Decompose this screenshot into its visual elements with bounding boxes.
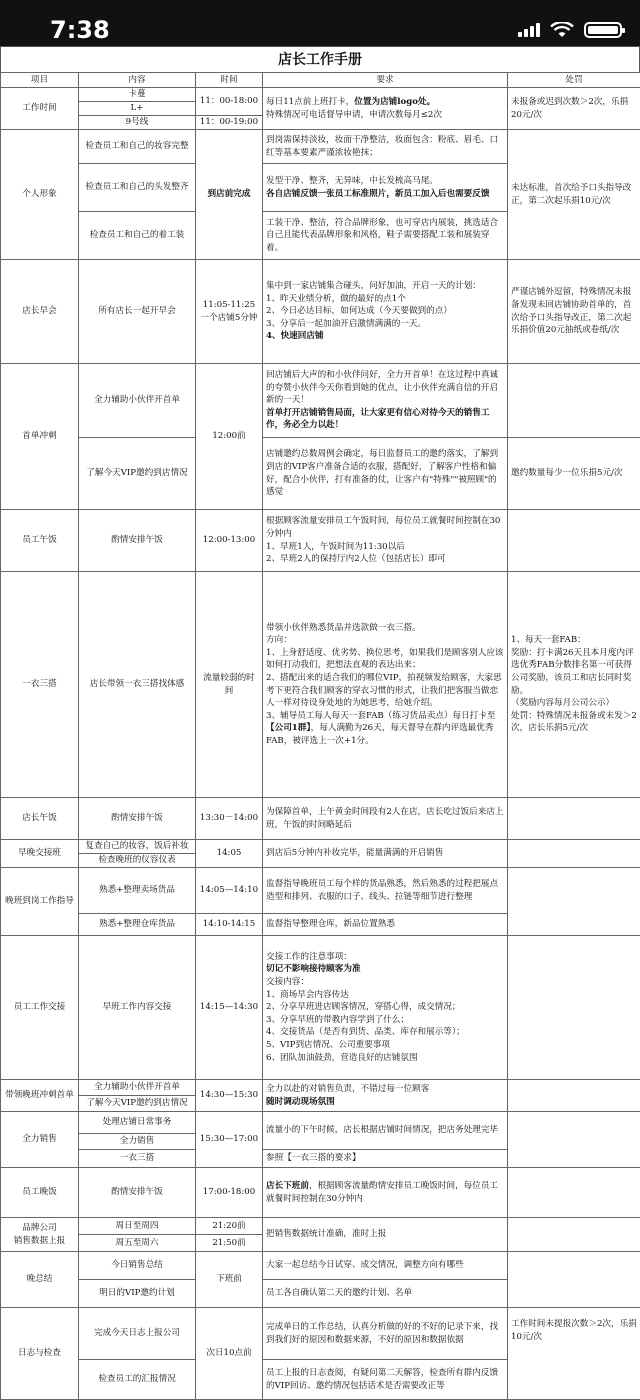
item-cell: 店长午饭: [1, 798, 79, 840]
time-cell: 15:30—17:00: [196, 1112, 263, 1168]
penalty-cell: [508, 1252, 640, 1308]
requirement-cell: 监督指导晚班员工每个样的货品熟悉，然后熟悉的过程把展点造型和排列、衣服的口子、线头、拉链等细节进行整理: [263, 868, 508, 914]
req-text: 特殊情况可电话督导申请，申请次数每月≤2次: [266, 110, 442, 120]
header-content: 内容: [79, 73, 196, 88]
req-bold: 4、快速回店铺: [266, 331, 324, 341]
item-cell: 个人形象: [1, 130, 79, 260]
req-text: 全力以赴的对销售负责，不错过每一位顾客: [266, 1084, 429, 1094]
content-cell: 酌情安排午饭: [79, 510, 196, 572]
requirement-cell: 完成单日的工作总结，认真分析做的好的不好的记录下来，找到我们好的原因和数据来源，不好的原因和数据依据: [263, 1308, 508, 1360]
status-icons: [518, 22, 622, 38]
status-time: 7:38: [50, 16, 110, 44]
item-cell: 员工午饭: [1, 510, 79, 572]
table-row: [1, 840, 640, 854]
content-cell: 周日至周四: [79, 1218, 196, 1235]
time-cell: 到店前完成: [196, 130, 263, 260]
header-row: [1, 73, 640, 88]
table-row: [1, 1112, 640, 1134]
time-cell: 下班前: [196, 1252, 263, 1308]
requirement-cell: 店铺邀约总数周例会确定，每日监督员工的邀约落实，了解到到店的VIP客户准备合适的衣服，搭配好，了解客户性格和偏好，配合小伙伴，打有准备的仗，让客户有"特殊""被照顾"的感觉: [263, 438, 508, 510]
header-penalty: 处罚: [508, 73, 640, 88]
item-cell: 一衣三搭: [1, 572, 79, 798]
time-cell: 13:30－14:00: [196, 798, 263, 840]
req-bold: 各自店铺反馈一张员工标准照片，新员工加入后也需要反馈: [266, 189, 489, 199]
content-cell: 检查员工和自己的头发整齐: [79, 164, 196, 212]
content-cell: 酌情安排午饭: [79, 1168, 196, 1218]
content-cell: L+: [79, 102, 196, 116]
content-cell: 熟悉+整理仓库货品: [79, 914, 196, 936]
header-time: 时间: [196, 73, 263, 88]
time-cell: 12:00-13:00: [196, 510, 263, 572]
item-cell: 工作时间: [1, 88, 79, 130]
content-cell: 店长带领一衣三搭找体感: [79, 572, 196, 798]
time-cell: 14:10-14:15: [196, 914, 263, 936]
time-cell: 14:05: [196, 840, 263, 868]
req-bold: 位置为店铺logo处。: [354, 97, 435, 107]
content-cell: 明日的VIP邀约计划: [79, 1280, 196, 1308]
item-cell: 品牌公司 销售数据上报: [1, 1218, 79, 1252]
table-row: [1, 1168, 640, 1218]
table-row: [1, 572, 640, 798]
content-cell: 今日销售总结: [79, 1252, 196, 1280]
penalty-cell: [508, 1112, 640, 1168]
content-cell: 所有店长一起开早会: [79, 260, 196, 364]
requirement-cell: [263, 572, 508, 798]
content-cell: 酌情安排午饭: [79, 798, 196, 840]
content-cell: 全力销售: [79, 1134, 196, 1150]
requirement-cell: [263, 364, 508, 438]
content-cell: 了解今天VIP邀约到店情况: [79, 1096, 196, 1112]
requirement-cell: [263, 88, 508, 130]
content-cell: 复查自己的妆容，饭后补妆: [79, 840, 196, 854]
penalty-cell: [508, 1168, 640, 1218]
time-cell: 11：00-19:00: [196, 116, 263, 130]
content-cell: 完成今天日志上报公司: [79, 1308, 196, 1360]
content-cell: 了解今天VIP邀约到店情况: [79, 438, 196, 510]
table-row: [1, 438, 640, 510]
time-cell: 12:00前: [196, 364, 263, 510]
cellular-signal-icon: [518, 23, 540, 37]
item-cell: 晚班到岗工作指导: [1, 868, 79, 936]
penalty-cell: [508, 868, 640, 936]
req-bold: 【公司1群】: [266, 723, 311, 733]
header-item: 项目: [1, 73, 79, 88]
penalty-cell: 邀约数量每少一位乐捐5元/次: [508, 438, 640, 510]
time-cell: 17:00-18:00: [196, 1168, 263, 1218]
penalty-cell: [508, 1218, 640, 1252]
penalty-cell: 未报备或迟到次数＞2次，乐捐20元/次: [508, 88, 640, 130]
penalty-cell: [508, 936, 640, 1080]
requirement-cell: 员工各自确认第二天的邀约计划、名单: [263, 1280, 508, 1308]
time-cell: 14:30—15:30: [196, 1080, 263, 1112]
content-cell: 检查员工和自己的妆容完整: [79, 130, 196, 164]
requirement-cell: 参照【一衣三搭的要求】: [263, 1150, 508, 1168]
req-bold: 首单打开店铺销售局面，让大家更有信心对待今天的销售工作，务必全力以赴！: [266, 408, 489, 431]
requirement-cell: 为保障首单，上午黄金时间段有2人在店，店长吃过饭后来店上班，午饭的时间略延后: [263, 798, 508, 840]
requirement-cell: [263, 1168, 508, 1218]
requirement-cell: [263, 260, 508, 364]
status-bar: [0, 0, 640, 46]
penalty-cell: 严谨店铺外逗留，特殊情况未报备发现未回店铺协助首单的，首次给予口头指导改正，第二次起乐捐价值20元抽纸或卷纸/次: [508, 260, 640, 364]
document-title: 店长工作手册: [0, 46, 640, 72]
content-cell: 检查晚班的仪容仪表: [79, 854, 196, 868]
content-cell: 一衣三搭: [79, 1150, 196, 1168]
penalty-cell: [508, 510, 640, 572]
content-cell: 全力辅助小伙伴开首单: [79, 1080, 196, 1096]
time-cell: 11：00-18:00: [196, 88, 263, 116]
item-cell: 员工工作交接: [1, 936, 79, 1080]
table-row: [1, 88, 640, 102]
content-cell: 全力辅助小伙伴开首单: [79, 364, 196, 438]
penalty-cell: 未达标准，首次给予口头指导改正，第二次起乐捐10元/次: [508, 130, 640, 260]
table-row: [1, 1252, 640, 1280]
penalty-cell: [508, 1080, 640, 1112]
req-text: ，每人满勤为26天，每天督导在群内评选最优秀FAB，被评选上一次+1分。: [266, 723, 493, 746]
content-cell: 处理店铺日常事务: [79, 1112, 196, 1134]
item-cell: 员工晚饭: [1, 1168, 79, 1218]
table-row: [1, 1218, 640, 1235]
requirement-cell: 员工上报的日志查阅，有疑问第二天解答，检查所有群内反馈的VIP回访、邀约情况包括话术是否需要改正等: [263, 1360, 508, 1400]
penalty-cell: [508, 364, 640, 438]
wifi-icon: [550, 22, 574, 38]
requirement-cell: [263, 164, 508, 212]
req-bold: 随时调动现场氛围: [266, 1097, 335, 1107]
manual-sheet: [0, 46, 640, 1400]
table-row: [1, 260, 640, 364]
requirement-cell: 到店后5分钟内补妆完毕，能量满满的开启销售: [263, 840, 508, 868]
table-row: [1, 364, 640, 438]
item-cell: 全力销售: [1, 1112, 79, 1168]
content-cell: 卡蔓: [79, 88, 196, 102]
req-text: 交接工作的注意事项：: [266, 952, 352, 962]
time-cell: 21:50前: [196, 1235, 263, 1252]
penalty-cell: [508, 840, 640, 868]
penalty-cell: [508, 798, 640, 840]
item-cell: 店长早会: [1, 260, 79, 364]
content-cell: 熟悉+整理卖场货品: [79, 868, 196, 914]
content-cell: 检查员工的汇报情况: [79, 1360, 196, 1400]
time-cell: 11:05-11:25 一个店铺5分钟: [196, 260, 263, 364]
content-cell: 周五至周六: [79, 1235, 196, 1252]
manual-table: [0, 72, 640, 1400]
requirement-cell: [263, 936, 508, 1080]
req-text: 集中到一家店铺集合碰头，问好加油，开启一天的计划： 1、昨天业绩分析，做的最好的点1个 2、今日必达目标，如何达成（今天要做到的点） 3、分享后一起加油开启激情满满的一天。: [266, 281, 481, 329]
item-cell: 早晚交接班: [1, 840, 79, 868]
req-text: 每日11点前上班打卡，: [266, 97, 354, 107]
requirement-cell: 监督指导整理仓库，新品位置熟悉: [263, 914, 508, 936]
table-row: [1, 510, 640, 572]
content-cell: 早班工作内容交接: [79, 936, 196, 1080]
content-cell: 检查员工和自己的着工装: [79, 212, 196, 260]
time-cell: 14:15—14:30: [196, 936, 263, 1080]
item-cell: 带领晚班冲刺首单: [1, 1080, 79, 1112]
table-row: [1, 868, 640, 914]
req-text: ，根据顾客流量酌情安排员工晚饭时间，每位员工就餐时间控制在30分钟内: [266, 1181, 498, 1204]
requirement-cell: 根据顾客流量安排员工午饭时间，每位员工就餐时间控制在30分钟内 1、早班1人，午饭时间为11:30以后 2、早班2人的保持厅内2人位（包括店长）即可: [263, 510, 508, 572]
content-cell: 9号线: [79, 116, 196, 130]
table-row: [1, 798, 640, 840]
table-row: [1, 130, 640, 164]
requirement-cell: 到岗需保持淡妆，妆面干净整洁，妆面包含：粉底、眉毛、口红等基本要素严谨浓妆艳抹；: [263, 130, 508, 164]
requirement-cell: 工装干净、整洁，符合品牌形象，也可穿店内展装，挑选适合自己且能代表品牌形象和风格，鞋子需要搭配工装和展装穿着。: [263, 212, 508, 260]
item-cell: 日志与检查: [1, 1308, 79, 1400]
table-row: [1, 1080, 640, 1096]
penalty-cell: 1、每天一套FAB： 奖励：打卡满26天且本月度内评选优秀FAB分数排名第一可获得公司奖励，该员工和店长同时奖励。 （奖励内容每月公司公示） 处罚：特殊情况未报备或未发＞2次，店长乐捐5元/次: [508, 572, 640, 798]
battery-icon: [584, 22, 622, 38]
requirement-cell: 大家一起总结今日试穿、成交情况，调整方向有哪些: [263, 1252, 508, 1280]
req-text: 发型干净、整齐，无异味，中长发梳高马尾。: [266, 176, 438, 186]
requirement-cell: 流量小的下午时候，店长根据店铺时间情况，把店务处理完毕: [263, 1112, 508, 1150]
req-bold: 店长下班前: [266, 1181, 309, 1191]
time-cell: 次日10点前: [196, 1308, 263, 1400]
req-text: 带领小伙伴熟悉货品并选款做一衣三搭。 方向： 1、上身舒适度、优劣势、换位思考，如果我们是顾客别人应该如何打动我们，把想法直观的表达出来； 2、搭配出来的适合我们的哪位VIP，拍视频发给顾客，大家思考下更符合我们顾客的穿衣习惯的形式，让我们把客服当做恋人一样对待设身处地的为她思考，给她介绍。 3、辅导员工每人每天一套FAB（练习货品卖点）每日打卡至: [266, 623, 504, 721]
req-bold: 切记不影响接待顾客为准: [266, 964, 361, 974]
req-text: 回店铺后大声的和小伙伴问好，全力开首单！在这过程中真诚的夸赞小伙伴今天你看到她的优点，让小伙伴充满自信的开启新的一天！: [266, 370, 498, 405]
item-cell: 首单冲刺: [1, 364, 79, 510]
time-cell: 流量较弱的时间: [196, 572, 263, 798]
requirement-cell: 把销售数据统计准确，准时上报: [263, 1218, 508, 1252]
table-row: [1, 1308, 640, 1360]
penalty-cell: 工作时间未提报次数＞2次，乐捐10元/次: [508, 1308, 640, 1400]
time-cell: 14:05—14:10: [196, 868, 263, 914]
time-cell: 21:20前: [196, 1218, 263, 1235]
table-row: [1, 936, 640, 1080]
req-text: 交接内容： 1、商场早会内容传达 2、分享早班进店顾客情况，穿搭心得，成交情况； 3、分享早班的带教内容学到了什么； 4、交接货品（是否有到货、品类、库存和展示等）； 5、VIP到店情况、公司重要事项 6、团队加油鼓劲，营造良好的店铺氛围: [266, 977, 465, 1063]
header-requirement: 要求: [263, 73, 508, 88]
item-cell: 晚总结: [1, 1252, 79, 1308]
requirement-cell: [263, 1080, 508, 1112]
